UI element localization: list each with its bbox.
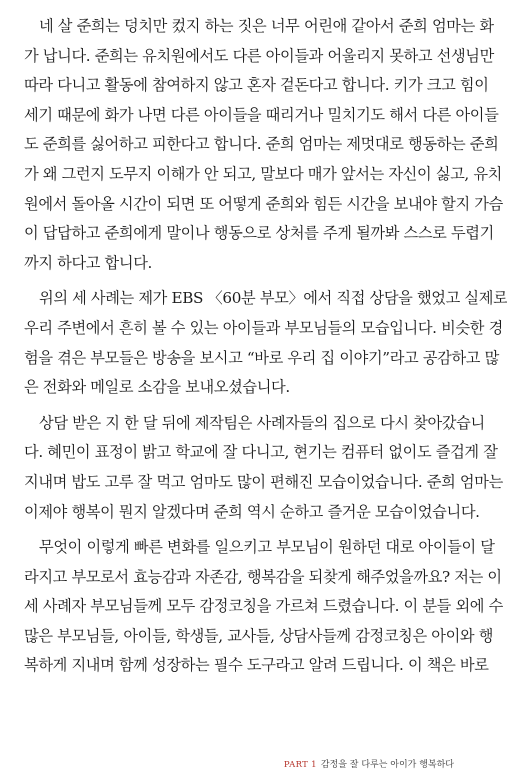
text-line: 지내며 밥도 고루 잘 먹고 엄마도 많이 편해진 모습이었습니다. 준희 엄마는 (24, 472, 503, 491)
text-line: 이 답답하고 준희에게 말이나 행동으로 상처를 주게 될까봐 스스로 두렵기 (24, 224, 494, 243)
text-line: 세 사례자 부모님들께 모두 감정코칭을 가르쳐 드렸습니다. 이 분들 외에 수 (24, 597, 503, 616)
text-line: 이제야 행복이 뭔지 알겠다며 준희 역시 순하고 즐거운 모습이었습니다. (24, 502, 480, 521)
text-line: 세기 때문에 화가 나면 다른 아이들을 때리거나 밀치기도 해서 다른 아이들 (24, 105, 499, 124)
text-line: 많은 부모님들, 아이들, 학생들, 교사들, 상담사들께 감정코칭은 아이와 행 (24, 626, 494, 645)
text-line: 도 준희를 싫어하고 피한다고 합니다. 준희 엄마는 제멋대로 행동하는 준희 (24, 135, 499, 154)
text-line: 까지 하다고 합니다. (24, 253, 153, 272)
running-footer (284, 757, 454, 770)
text-line: 네 살 준희는 덩치만 컸지 하는 짓은 너무 어린애 같아서 준희 엄마는 화 (39, 17, 494, 35)
text-line: 험을 겪은 부모들은 방송을 보시고 “바로 우리 집 이야기”라고 공감하고 많 (24, 348, 499, 367)
text-line: 위의 세 사례는 제가 EBS 〈60분 부모〉에서 직접 상담을 했었고 실제로 (39, 289, 507, 308)
paragraph-1 (24, 12, 503, 278)
paragraph-3 (24, 409, 503, 527)
text-line: 원에서 돌아올 시간이 되면 또 어떻게 준희와 힘든 시간을 보내야 할지 가슴 (24, 194, 503, 213)
text-line: 상담 받은 지 한 달 뒤에 제작팀은 사례자들의 집으로 다시 찾아갔습니 (39, 413, 485, 432)
paragraph-4 (24, 533, 503, 681)
text-line: 무엇이 이렇게 빠른 변화를 일으키고 부모님이 원하던 대로 아이들이 달 (39, 538, 495, 557)
footer-part-label: PART 1 (283, 760, 317, 770)
text-line: 은 전화와 메일로 소감을 보내오셨습니다. (24, 378, 290, 397)
text-line: 가 왜 그런지 도무지 이해가 안 되고, 말보다 매가 앞서는 자신이 싫고, 유치 (24, 164, 503, 183)
footer-chapter-title: 감정을 잘 다루는 아이가 행복하다 (320, 760, 454, 770)
text-line: 가 납니다. 준희는 유치원에서도 다른 아이들과 어울리지 못하고 선생님만 (24, 46, 494, 65)
text-line: 복하게 지내며 함께 성장하는 필수 도구라고 알려 드립니다. 이 책은 바로 (24, 656, 489, 675)
paragraph-2 (24, 284, 507, 402)
body-text (24, 12, 507, 687)
text-line: 따라 다니고 활동에 참여하지 않고 혼자 겉돈다고 합니다. 키가 크고 힘이 (24, 76, 489, 95)
text-line: 라지고 부모로서 효능감과 자존감, 행복감을 되찾게 해주었을까요? 저는 이 (24, 567, 502, 586)
text-line: 우리 주변에서 흔히 볼 수 있는 아이들과 부모님들의 모습입니다. 비슷한 경 (24, 318, 503, 337)
text-line: 다. 혜민이 표정이 밝고 학교에 잘 다니고, 현기는 컴퓨터 없이도 즐겁게 잘 (24, 443, 498, 462)
